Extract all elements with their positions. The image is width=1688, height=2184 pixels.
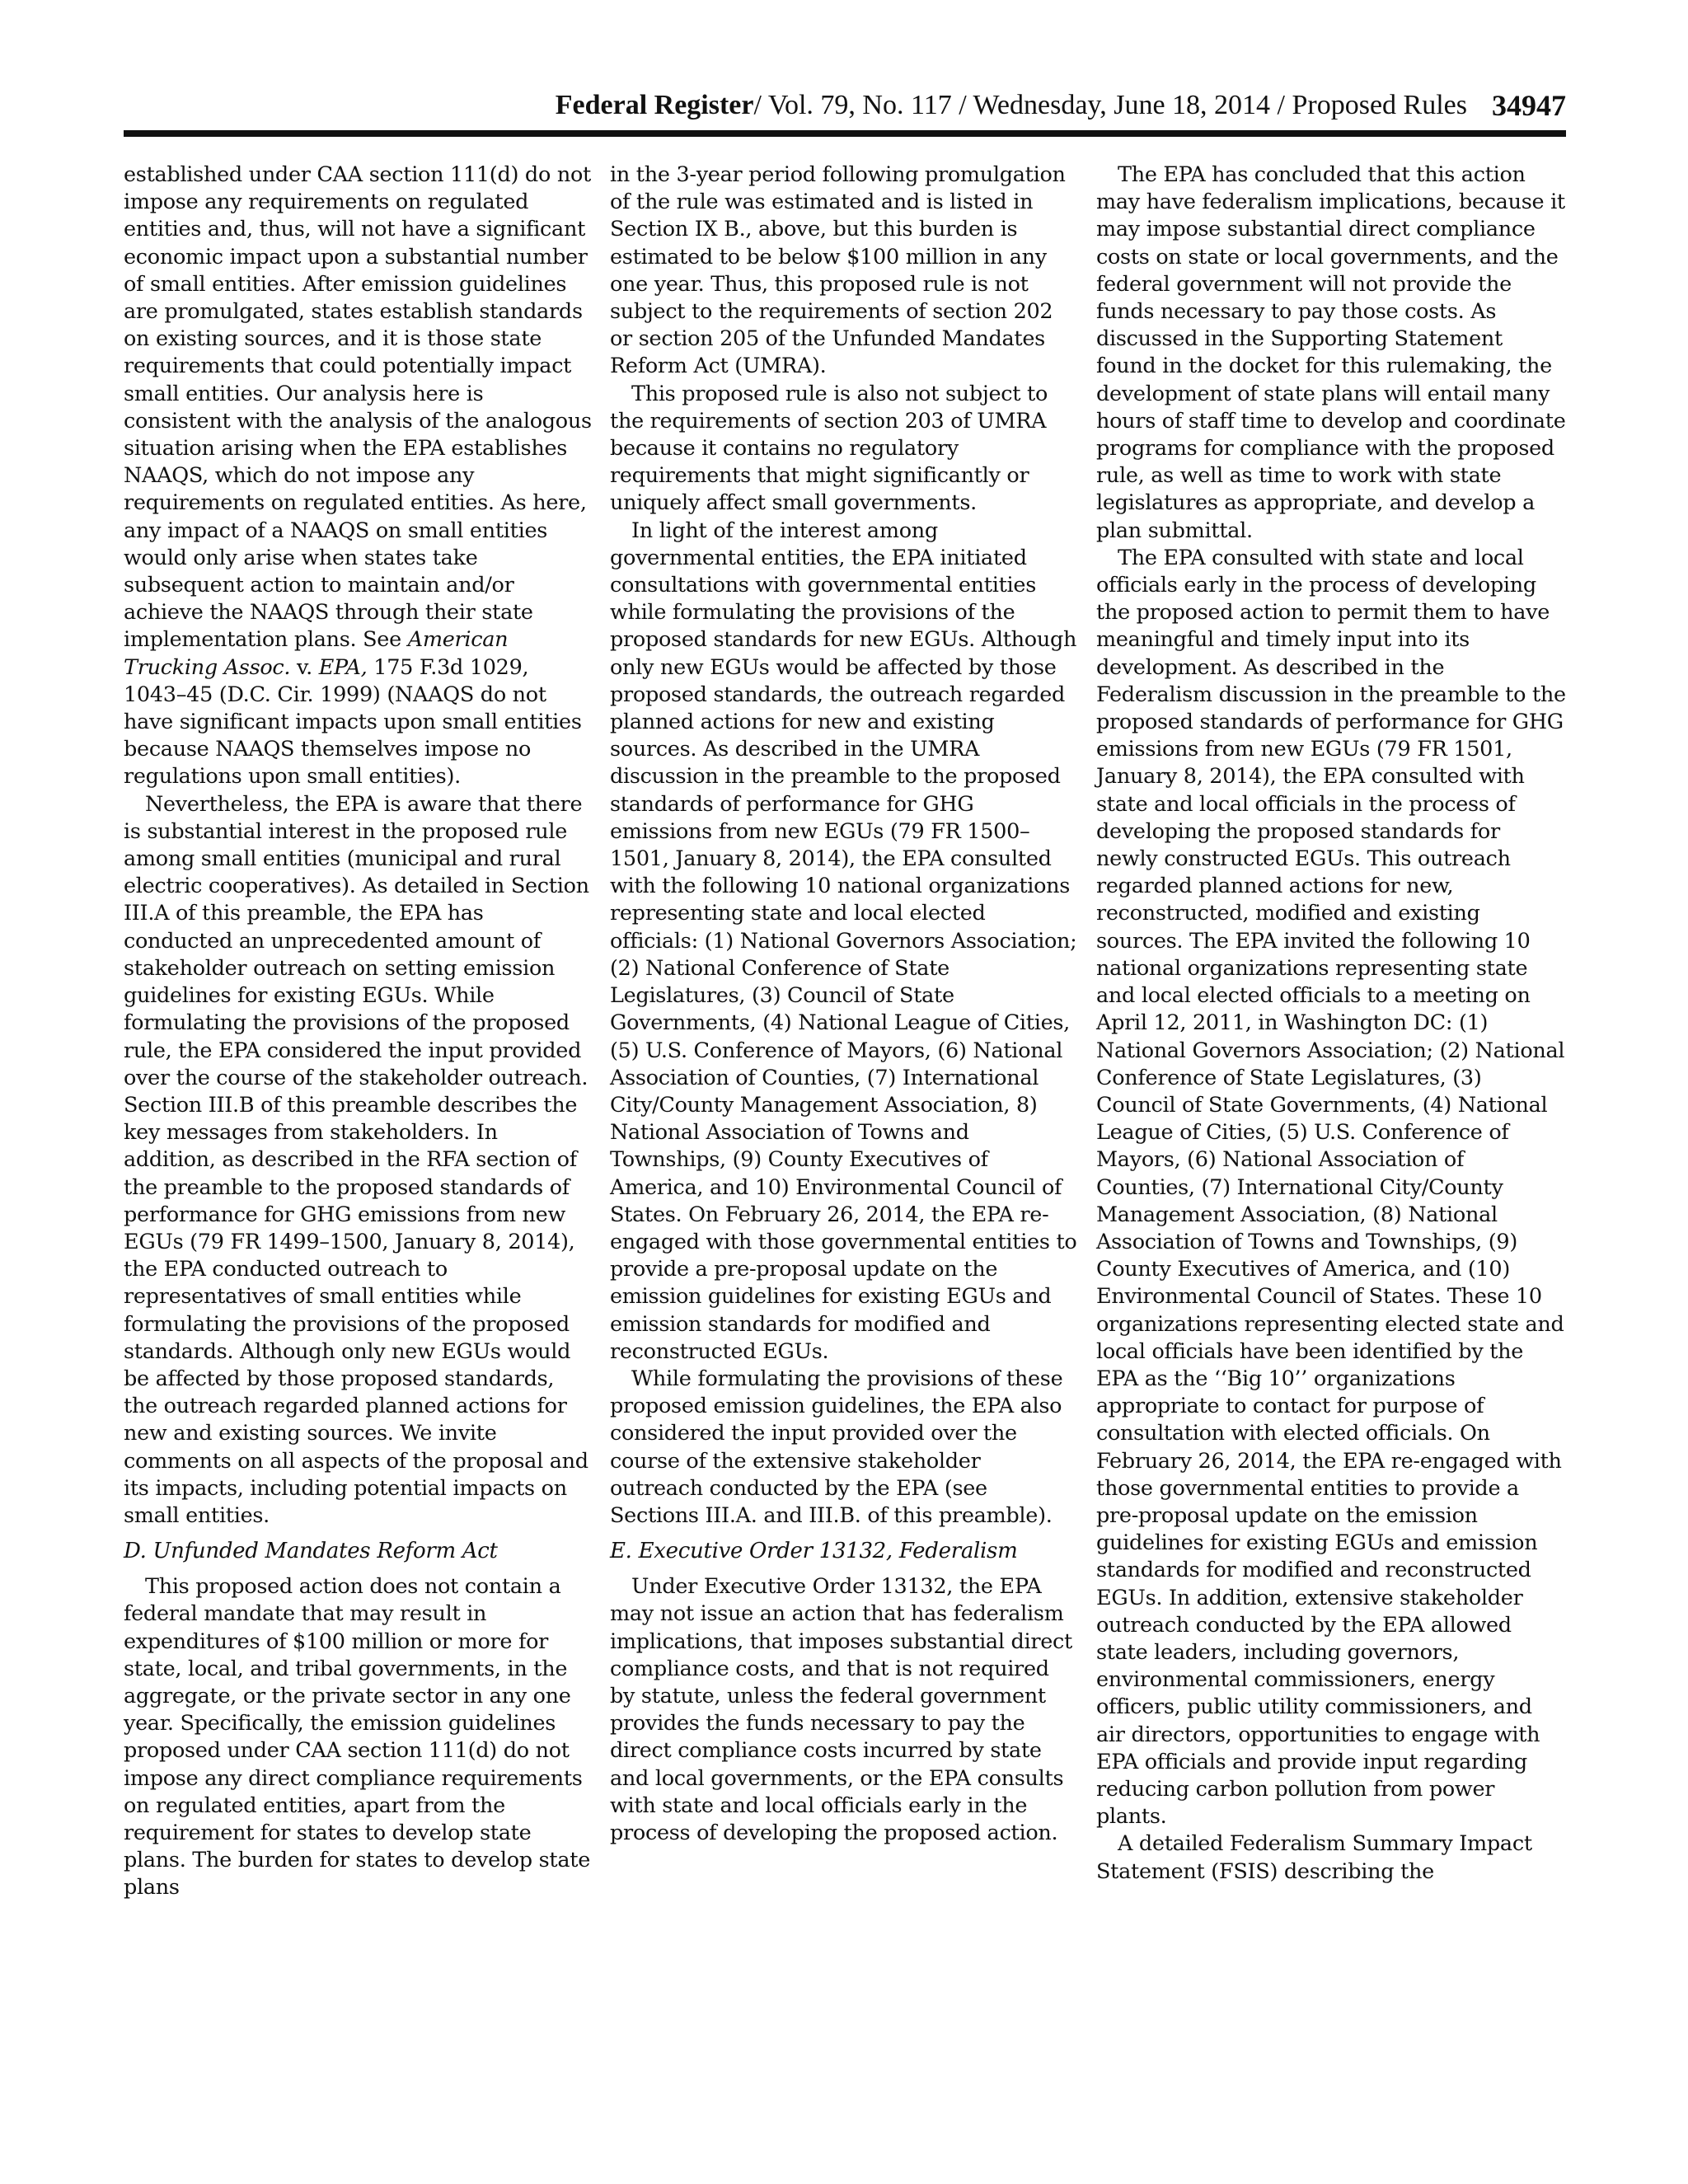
column-2 (610, 162, 1080, 1847)
column-1 (124, 162, 593, 1902)
case-citation: EPA, (318, 654, 368, 680)
case-citation: American Trucking Assoc. (124, 627, 509, 680)
paragraph: In light of the interest among governmental entities, the EPA initiated consultations with governmental entities while formulating the provisions of the proposed standards for new EGUs. Although only new EGUs would be affected by those proposed standards, the outreach regarded planned actions for new and existing sources. As described in the UMRA discussion in the preamble to the proposed standards of performance for GHG emissions from new EGUs (79 FR 1500–1501, January 8, 2014), the EPA consulted with the following 10 national organizations representing state and local elected officials: (1) National Governors Association; (2) National Conference of State Legislatures, (3) Council of State Governments, (4) National League of Cities, (5) U.S. Conference of Mayors, (6) National Association of Counties, (7) International City/County Management Association, 8) National Association of Towns and Townships, (9) County Executives of America, and 10) Environmental Council of States. On February 26, 2014, the EPA re-engaged with those governmental entities to provide a pre-proposal update on the emission guidelines for existing EGUs and emission standards for modified and reconstructed EGUs. (610, 518, 1077, 1364)
paragraph: The EPA has concluded that this action may have federalism implications, because it may impose substantial direct compliance costs on state or local governments, and the federal government will not provide the funds necessary to pay those costs. As discussed in the Supporting Statement found in the docket for this rulemaking, the development of state plans will entail many hours of staff time to develop and coordinate programs for compliance with the proposed rule, as well as time to work with state legislatures as appropriate, and develop a plan submittal. (1096, 162, 1566, 543)
paragraph-text: 175 F.3d 1029, 1043–45 (D.C. Cir. 1999) (NAAQS do not have significant impacts upon small entities because NAAQS themselves impose no regulations upon small entities). (124, 654, 582, 790)
paragraph: in the 3-year period following promulgation of the rule was estimated and is listed in Section IX B., above, but this burden is estimated to be below $100 million in any one year. Thus, this proposed rule is not subject to the requirements of section 202 or section 205 of the Unfunded Mandates Reform Act (UMRA). (610, 162, 1066, 379)
journal-name: Federal Register (555, 90, 754, 120)
paragraph: Under Executive Order 13132, the EPA may not issue an action that has federalism implications, that imposes substantial direct compliance costs, and that is not required by statute, unless the federal government provides the funds necessary to pay the direct compliance costs incurred by state and local governments, or the EPA consults with state and local officials early in the process of developing the proposed action. (610, 1574, 1072, 1845)
paragraph: A detailed Federalism Summary Impact Statement (FSIS) describing the (1096, 1831, 1532, 1884)
paragraph: This proposed action does not contain a federal mandate that may result in expenditures of $100 million or more for state, local, and tribal governments, in the aggregate, or the private sector in any one year. Specifically, the emission guidelines proposed under CAA section 111(d) do not impose any direct compliance requirements on regulated entities, apart from the requirement for states to develop state plans. The burden for states to develop state plans (124, 1574, 590, 1900)
column-3 (1096, 162, 1566, 1886)
section-heading: D. Unfunded Mandates Reform Act (124, 1539, 498, 1564)
paragraph (124, 162, 593, 791)
section-heading: E. Executive Order 13132, Federalism (610, 1539, 1018, 1564)
header-rule (124, 130, 1566, 137)
page-number: 34947 (1492, 89, 1566, 122)
paragraph-text: v. (290, 654, 319, 680)
paragraph: This proposed rule is also not subject to the requirements of section 203 of UMRA because it contains no regulatory requirements that might significantly or uniquely affect small governments. (610, 381, 1048, 516)
paragraph: Nevertheless, the EPA is aware that there is substantial interest in the proposed rule among small entities (municipal and rural electric cooperatives). As detailed in Section III.A of this preamble, the EPA has conducted an unprecedented amount of stakeholder outreach on setting emission guidelines for existing EGUs. While formulating the provisions of the proposed rule, the EPA considered the input provided over the course of the stakeholder outreach. Section III.B of this preamble describes the key messages from stakeholders. In addition, as described in the RFA section of the preamble to the proposed standards of performance for GHG emissions from new EGUs (79 FR 1499–1500, January 8, 2014), the EPA conducted outreach to representatives of small entities while formulating the provisions of the proposed standards. Although only new EGUs would be affected by those proposed standards, the outreach regarded planned actions for new and existing sources. We invite comments on all aspects of the proposal and its impacts, including potential impacts on small entities. (124, 791, 589, 1528)
paragraph: The EPA consulted with state and local officials early in the process of developing the proposed action to permit them to have meaningful and timely input into its development. As described in the Federalism discussion in the preamble to the proposed standards of performance for GHG emissions from new EGUs (79 FR 1501, January 8, 2014), the EPA consulted with state and local officials in the process of developing the proposed standards for newly constructed EGUs. This outreach regarded planned actions for new, reconstructed, modified and existing sources. The EPA invited the following 10 national organizations representing state and local elected officials to a meeting on April 12, 2011, in Washington DC: (1) National Governors Association; (2) National Conference of State Legislatures, (3) Council of State Governments, (4) National League of Cities, (5) U.S. Conference of Mayors, (6) National Association of Counties, (7) International City/County Management Association, (8) National Association of Towns and Townships, (9) County Executives of America, and (10) Environmental Council of States. These 10 organizations representing elected state and local officials have been identified by the EPA as the ‘‘Big 10’’ organizations appropriate to contact for purpose of consultation with elected officials. On February 26, 2014, the EPA re-engaged with those governmental entities to provide a pre-proposal update on the emission guidelines for existing EGUs and emission standards for modified and reconstructed EGUs. In addition, extensive stakeholder outreach conducted by the EPA allowed state leaders, including governors, environmental commissioners, energy officers, public utility commissioners, and air directors, opportunities to engage with EPA officials and provide input regarding reducing carbon pollution from power plants. (1096, 545, 1566, 1830)
page-header (124, 86, 1566, 127)
paragraph: While formulating the provisions of these proposed emission guidelines, the EPA also considered the input provided over the course of the extensive stakeholder outreach conducted by the EPA (see Sections III.A. and III.B. of this preamble). (610, 1366, 1063, 1528)
paragraph-text: established under CAA section 111(d) do not impose any requirements on regulated entities and, thus, will not have a significant economic impact upon a substantial number of small entities. After emission guidelines are promulgated, states establish standards on existing sources, and it is those state requirements that could potentially impact small entities. Our analysis here is consistent with the analysis of the analogous situation arising when the EPA establishes NAAQS, which do not impose any requirements on regulated entities. As here, any impact of a NAAQS on small entities would only arise when states take subsequent action to maintain and/or achieve the NAAQS through their state implementation plans. See (124, 162, 592, 653)
issue-line: / Vol. 79, No. 117 / Wednesday, June 18, 2014 / Proposed Rules (753, 90, 1467, 120)
running-head (313, 86, 1467, 125)
